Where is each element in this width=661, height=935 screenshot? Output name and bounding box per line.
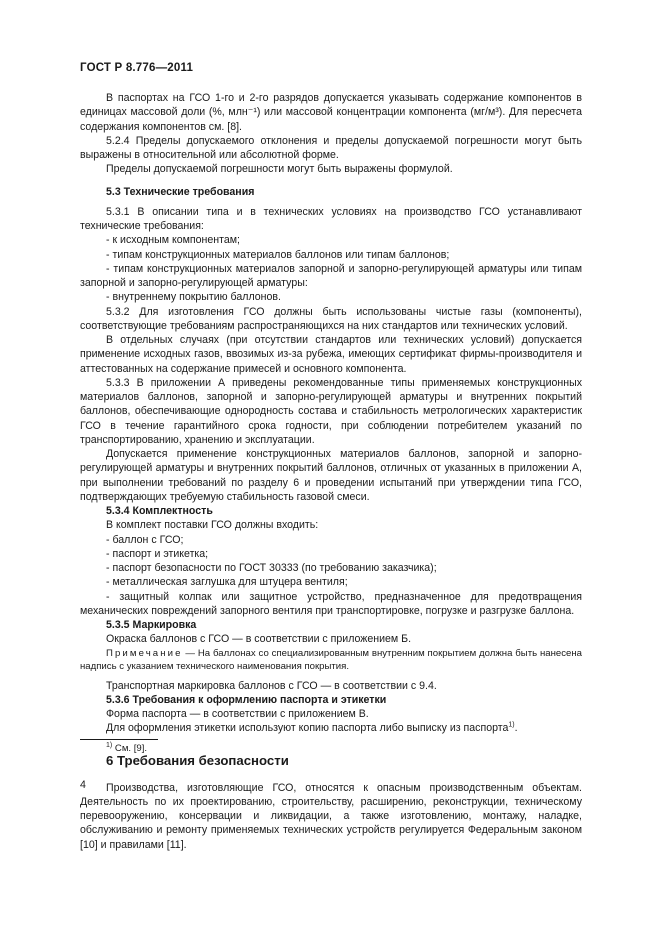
clause-5-2-4: 5.2.4 Пределы допускаемого отклонения и пределы допускаемой погрешности могут быть выражены в относительной или абсолютной форме. — [80, 134, 582, 161]
list-item: - баллон с ГСО; — [106, 533, 184, 546]
footnote-mark: 1) — [106, 741, 113, 749]
list-item: - защитный колпак или защитное устройство, предназначенное для предотвращения механических повреждений запорного вентиля при транспортировке, погрузке и разгрузке баллона. — [80, 590, 582, 617]
footnote-ref: 1) — [508, 721, 515, 729]
paragraph-end: . — [514, 722, 518, 735]
paragraph: Окраска баллонов с ГСО — в соответствии с приложением Б. — [106, 633, 412, 646]
paragraph: Транспортная маркировка баллонов с ГСО — в соответствии с 9.4. — [106, 679, 437, 692]
paragraph — [80, 721, 582, 735]
subsection-heading-5-3-6: 5.3.6 Требования к оформлению паспорта и этикетки — [106, 693, 387, 706]
paragraph: Допускается применение конструкционных материалов баллонов, запорной и запорно-регулирующей арматуры и внутренних покрытий баллонов, отличных от указанных в приложении А, при выполнении требований по разделу 6 и проведении испытаний при утверждении типа ГСО, подтверждающих требуемую стабильность газовой смеси. — [80, 448, 582, 503]
list-item: - паспорт безопасности по ГОСТ 30333 (по требованию заказчика); — [106, 562, 437, 574]
footnote-divider — [80, 739, 158, 740]
list-item: - типам конструкционных материалов баллонов или типам баллонов; — [106, 248, 450, 261]
paragraph: В отдельных случаях (при отсутствии стандартов или технических условий) допускается применение исходных газов, ввозимых из-за рубежа, имеющих сертификат фирмы-производителя и аттестованных на содержание примесей и основного компонента. — [80, 334, 582, 375]
note — [80, 647, 582, 673]
paragraph: В паспортах на ГСО 1-го и 2-го разрядов допускается указывать содержание компонентов в единицах массовой доли (%, млн⁻¹) или массовой концентрации компонента (мг/м³). Для пересчета содержания компонентов см. [8]. — [80, 92, 582, 133]
subsection-heading-5-3-5: 5.3.5 Маркировка — [106, 619, 197, 631]
list-item: - металлическая заглушка для штуцера вентиля; — [106, 576, 348, 589]
note-label: Примечание — [106, 647, 183, 659]
section-heading-5-3: 5.3 Технические требования — [106, 185, 255, 198]
note-text: — На баллонах со специализированным внутренним покрытием должна быть нанесена надпись с указанием технического наименования покрытия. — [80, 647, 582, 672]
footnote — [106, 743, 147, 754]
paragraph: Форма паспорта — в соответствии с приложением В. — [106, 708, 369, 720]
list-item: - к исходным компонентам; — [106, 234, 240, 247]
footnote-text: См. [9]. — [112, 743, 148, 754]
list-item: - паспорт и этикетка; — [106, 547, 209, 560]
paragraph-text: Для оформления этикетки используют копию паспорта либо выписку из паспорта — [106, 722, 509, 735]
paragraph: В комплект поставки ГСО должны входить: — [106, 519, 319, 532]
list-item: - типам конструкционных материалов запорной и запорно-регулирующей арматуры или типам запорной и запорно-регулирующей арматуры: — [80, 262, 582, 289]
section-heading-6: 6 Требования безопасности — [106, 752, 289, 768]
page-number: 4 — [80, 779, 86, 791]
clause-5-3-1: 5.3.1 В описании типа и в технических условиях на производство ГСО устанавливают технические требования: — [80, 205, 582, 232]
clause-5-3-2: 5.3.2 Для изготовления ГСО должны быть использованы чистые газы (компоненты), соответствующие требованиям распространяющихся на них стандартов или технических условий. — [80, 305, 582, 332]
list-item: - внутреннему покрытию баллонов. — [106, 291, 281, 304]
paragraph: Производства, изготовляющие ГСО, относятся к опасным производственным объектам. Деятельность по их проектированию, строительству, расширению, реконструкции, техническому перевооружению, консервации и ликвидации, а также изготовлению, монтажу, наладке, обслуживанию и ремонту применяемых технических устройств регулируется Федеральным законом [10] и правилами [11]. — [80, 781, 582, 851]
page-body — [80, 91, 582, 852]
subsection-heading-5-3-4: 5.3.4 Комплектность — [106, 505, 213, 517]
document-header: ГОСТ Р 8.776—2011 — [80, 62, 194, 74]
paragraph: Пределы допускаемой погрешности могут быть выражены формулой. — [106, 163, 453, 176]
clause-5-3-3: 5.3.3 В приложении А приведены рекомендованные типы применяемых конструкционных материалов баллонов, запорной и запорно-регулирующей арматуры и внутренних покрытий баллонов, обеспечивающие однородность состава и стабильность метрологических характеристик ГСО в течение гарантийного срока годности, при соблюдении потребителем указаний по транспортированию, хранению и эксплуатации. — [80, 376, 582, 446]
